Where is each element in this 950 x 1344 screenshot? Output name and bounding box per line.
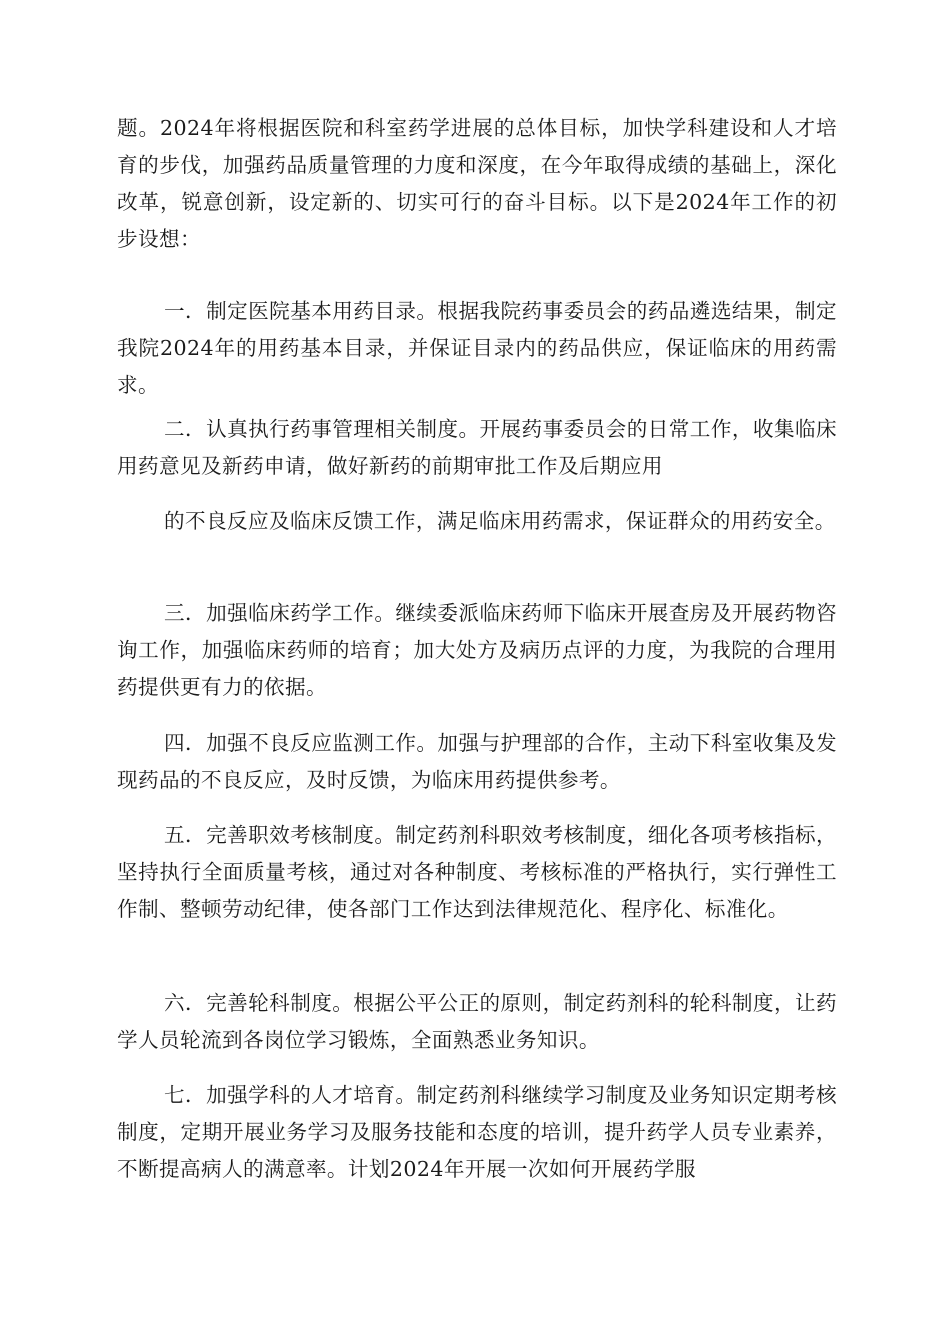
paragraph-item-3: 三．加强临床药学工作。继续委派临床药师下临床开展查房及开展药物咨询工作，加强临床药师的培育；加大处方及病历点评的力度，为我院的合理用药提供更有力的依据。 [117, 601, 837, 699]
paragraph-item-1: 一．制定医院基本用药目录。根据我院药事委员会的药品遴选结果，制定我院2024年的用药基本目录，并保证目录内的药品供应，保证临床的用药需求。 [117, 299, 837, 397]
paragraph-item-6: 六．完善轮科制度。根据公平公正的原则，制定药剂科的轮科制度，让药学人员轮流到各岗位学习锻炼，全面熟悉业务知识。 [117, 991, 837, 1052]
paragraph-item-5: 五．完善职效考核制度。制定药剂科职效考核制度，细化各项考核指标，坚持执行全面质量考核，通过对各种制度、考核标准的严格执行，实行弹性工作制、整顿劳动纪律，使各部门工作达到法律规范化、程序化、标准化。 [117, 823, 837, 921]
paragraph-intro: 题。2024年将根据医院和科室药学进展的总体目标，加快学科建设和人才培育的步伐，加强药品质量管理的力度和深度，在今年取得成绩的基础上，深化改革，锐意创新，设定新的、切实可行的奋斗目标。以下是2024年工作的初步设想： [117, 116, 837, 251]
paragraph-item-2-continued: 的不良反应及临床反馈工作，满足临床用药需求，保证群众的用药安全。 [164, 509, 836, 533]
paragraph-item-2: 二．认真执行药事管理相关制度。开展药事委员会的日常工作，收集临床用药意见及新药申请，做好新药的前期审批工作及后期应用 [117, 417, 837, 478]
paragraph-item-7: 七．加强学科的人才培育。制定药剂科继续学习制度及业务知识定期考核制度，定期开展业务学习及服务技能和态度的培训，提升药学人员专业素养，不断提高病人的满意率。计划2024年开展一次如何开展药学服 [117, 1083, 837, 1181]
paragraph-item-4: 四．加强不良反应监测工作。加强与护理部的合作，主动下科室收集及发现药品的不良反应，及时反馈，为临床用药提供参考。 [117, 731, 837, 792]
